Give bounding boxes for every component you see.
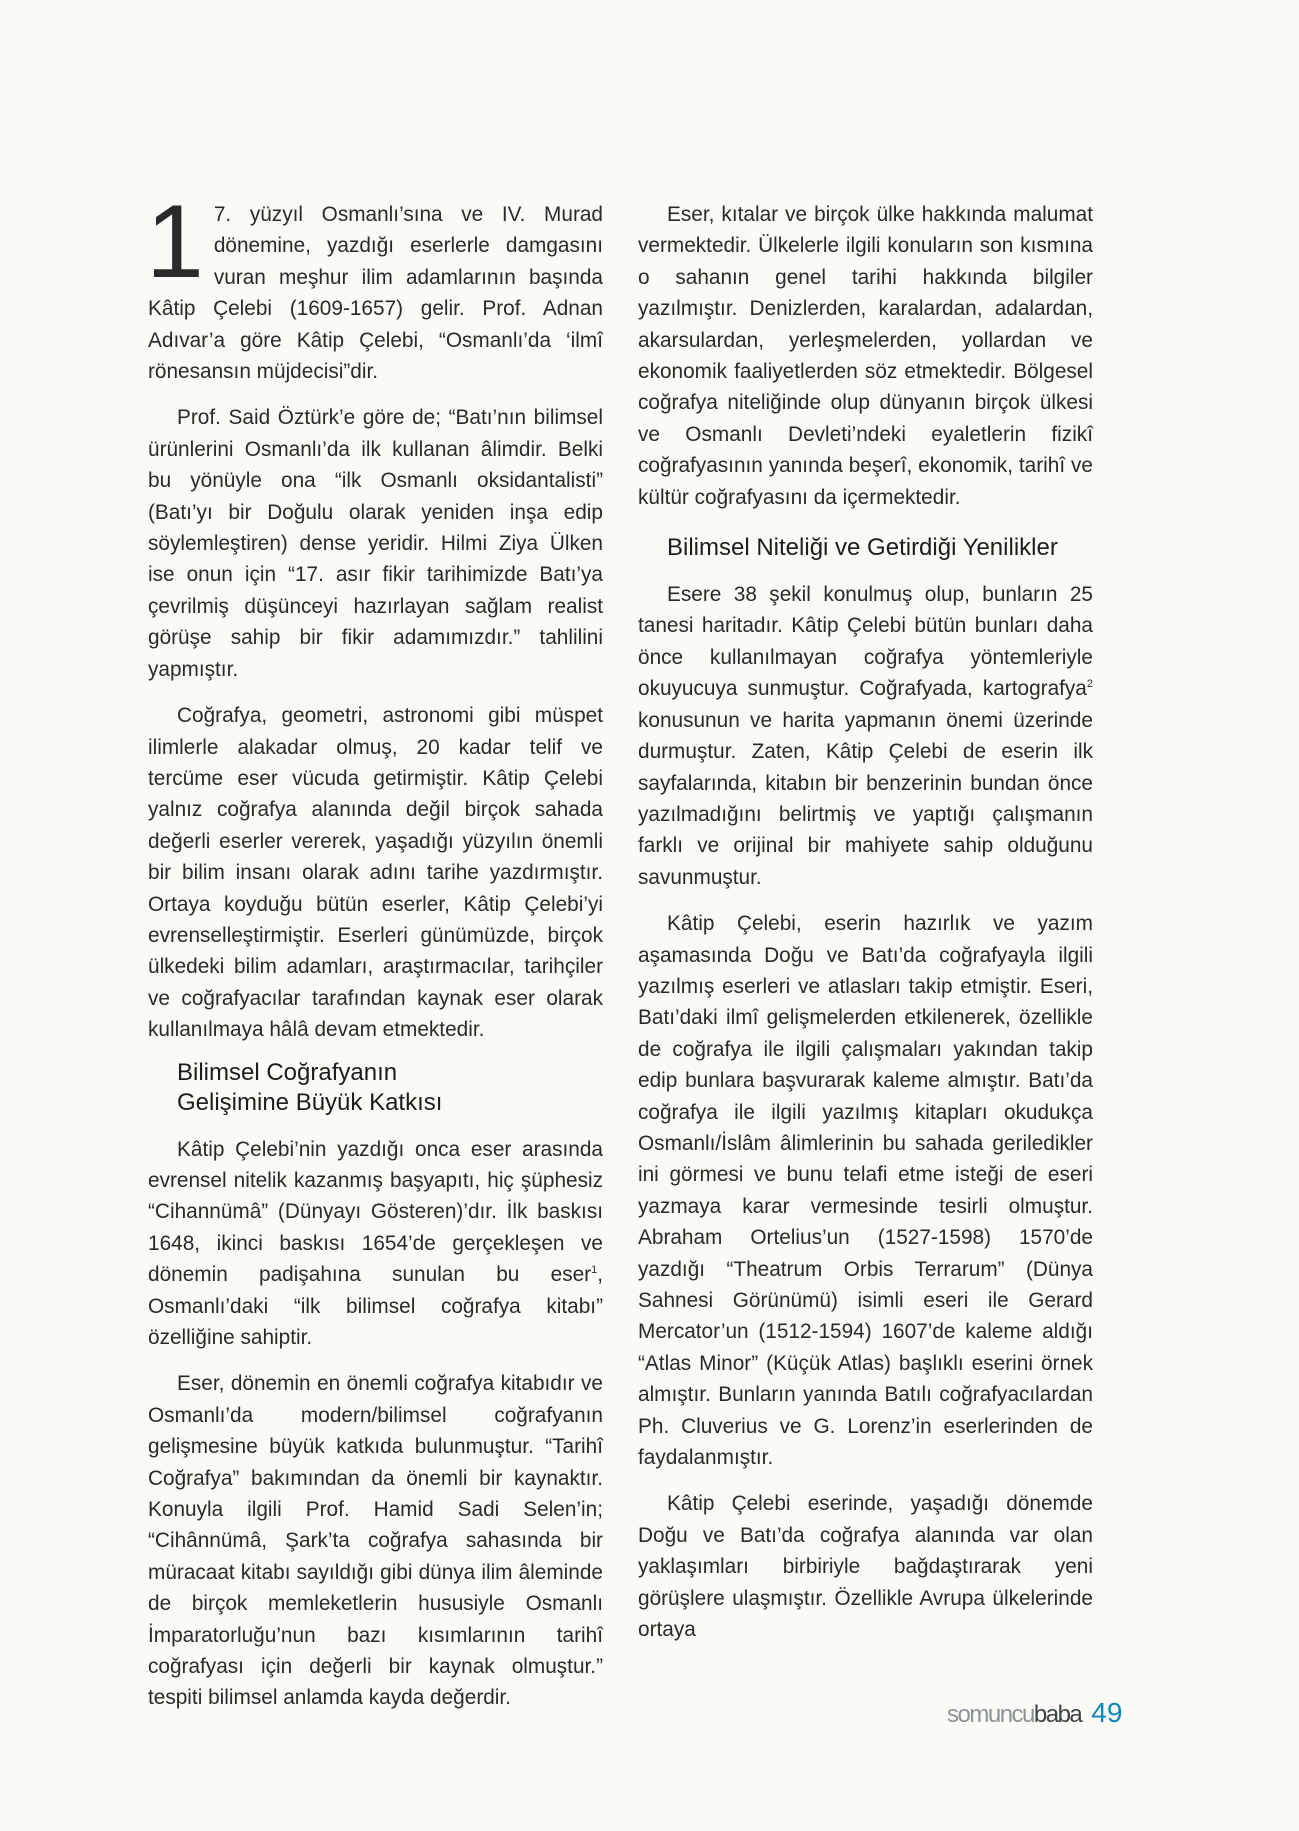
intro-text: 7. yüzyıl Osmanlı’sına ve IV. Murad dönemine, yazdığı eserlerle damgasını vuran meşhur ilim adamlarının başında Kâtip Çelebi (1609-1657) gelir. Prof. Adnan Adıvar’a göre Kâtip Çelebi, “Osmanlı’da ‘ilmî rönesansın müjdecisi”dir. (148, 203, 603, 384)
paragraph-text: Kâtip Çelebi’nin yazdığı onca eser arasında evrensel nitelik kazanmış başyapıtı, hiç şüphesiz “Cihannümâ” (Dünyayı Gösteren)’dır. İlk baskısı 1648, ikinci baskısı 1654’de gerçekleşen ve dönemin padişahına sunulan bu eser (148, 1137, 603, 1287)
section-heading (177, 1058, 603, 1118)
intro-paragraph (146, 184, 603, 387)
paragraph (638, 579, 1093, 893)
page-number: 49 (1091, 1697, 1123, 1728)
paragraph: Kâtip Çelebi, eserin hazırlık ve yazım aşamasında Doğu ve Batı’da coğrafyayla ilgili yazılmış eserleri ve atlasları takip etmiştir. Eseri, Batı’daki ilmî gelişmelerden etkilenerek, özellikle de coğrafya ile ilgili çalışmaları yakından takip edip bunlara başvurarak kaleme almıştır. Batı’da coğrafya ile ilgili yazılmış kitapları okudukça Osmanlı/İslâm âlimlerinin bu sahada geriledikler ini görmesi ve bunu telafi etme isteği de eseri yazmaya karar vermesinde tesirli olmuştur. Abraham Ortelius’un (1527-1598) 1570’de yazdığı “Theatrum Orbis Terrarum” (Dünya Sahnesi Görünümü) isimli eseri ile Gerard Mercator’un (1512-1594) 1607’de kaleme aldığı “Atlas Minor” (Küçük Atlas) başlıklı eserini örnek almıştır. Bunların yanında Batılı coğrafyacılardan Ph. Cluverius ve G. Lorenz’in eserlerinden de faydalanmıştır. (638, 912, 1093, 1470)
section-heading: Bilimsel Niteliği ve Getirdiği Yenilikler (667, 534, 1058, 562)
paragraph: Eser, kıtalar ve birçok ülke hakkında malumat vermektedir. Ülkelerle ilgili konuların son kısmına o sahanın genel tarihi hakkında bilgiler yazılmıştır. Denizlerden, karalardan, adalardan, akarsulardan, yerleşmelerden, yollardan ve ekonomik faaliyetlerden söz etmektedir. Bölgesel coğrafya niteliğinde olup dünyanın birçok ülkesi ve Osmanlı Devleti’ndeki eyaletlerin fizikî coğrafyasının yanında beşerî, ekonomik, tarihî ve kültür coğrafyasını da içermektedir. (638, 203, 1093, 509)
left-column (146, 184, 603, 1714)
paragraph: Prof. Said Öztürk’e göre de; “Batı’nın bilimsel ürünlerini Osmanlı’da ilk kullanan âlimdir. Belki bu yönüyle ona “ilk Osmanlı oksidantalisti” (Batı’yı bir Doğulu olarak yeniden inşa edip söylemleştiren) dense yeridir. Hilmi Ziya Ülken ise onun için “17. asır fikir tarihimizde Batı’ya çevrilmiş düşünceyi hazırlayan sağlam realist görüşe sahip bir fikir adamımızdır.” tahlilini yapmıştır. (148, 406, 603, 681)
right-column (638, 199, 1093, 1645)
drop-cap: 1 (146, 184, 204, 300)
paragraph-text: Esere 38 şekil konulmuş olup, bunların 25 tanesi haritadır. Kâtip Çelebi bütün bunları daha önce kullanılmayan coğrafya yöntemleriyle okuyucuya sunmuştur. Coğrafyada, kartografya (638, 583, 1093, 701)
magazine-footer (947, 1697, 1122, 1729)
heading-line: Bilimsel Coğrafyanın (177, 1058, 398, 1086)
paragraph (148, 1134, 603, 1354)
heading-line: Gelişimine Büyük Katkısı (177, 1088, 443, 1116)
brand-name-light: somuncu (947, 1701, 1034, 1728)
paragraph: Coğrafya, geometri, astronomi gibi müspet ilimlerle alakadar olmuş, 20 kadar telif ve tercüme eser vücuda getirmiştir. Kâtip Çelebi yalnız coğrafya alanında değil birçok sahada değerli eserler vererek, yaşadığı yüzyılın önemli bir bilim insanı olarak adını tarihe yazdırmıştır. Ortaya koyduğu bütün eserler, Kâtip Çelebi’yi evrenselleştirmiştir. Eserleri günümüzde, birçok ülkedeki bilim adamları, araştırmacılar, tarihçiler ve coğrafyacılar tarafından kaynak eser olarak kullanılmaya hâlâ devam etmektedir. (148, 704, 603, 1042)
paragraph-text: konusunun ve harita yapmanın önemi üzerinde durmuştur. Zaten, Kâtip Çelebi de eserin ilk sayfalarında, kitabın bir benzerinin bundan önce yazılmadığını belirtmiş ve yaptığı çalışmanın farklı ve orijinal bir mahiyete sahip olduğunu savunmuştur. (638, 708, 1093, 889)
paragraph: Eser, dönemin en önemli coğrafya kitabıdır ve Osmanlı’da modern/bilimsel coğrafyanın gelişmesine büyük katkıda bulunmuştur. “Tarihî Coğrafya” bakımından da önemli bir kaynaktır. Konuyla ilgili Prof. Hamid Sadi Selen’in; “Cihânnümâ, Şark’ta coğrafya sahasında bir müracaat kitabı sayıldığı gibi dünya ilim âleminde de birçok memleketlerin hususiyle Osmanlı İmparatorluğu’nun bazı kısımlarının tarihî coğrafyası için değerli bir kaynak olmuştur.” tespiti bilimsel anlamda kayda değerdir. (148, 1372, 603, 1710)
footnote-ref[interactable]: 1 (591, 1264, 598, 1277)
paragraph: Kâtip Çelebi eserinde, yaşadığı dönemde Doğu ve Batı’da coğrafya alanında var olan yaklaşımları birbiriyle bağdaştırarak yeni görüşlere ulaşmıştır. Özellikle Avrupa ülkelerinde ortaya (638, 1492, 1093, 1642)
footnote-ref[interactable]: 2 (1086, 678, 1093, 691)
brand-name-dark: baba (1033, 1701, 1082, 1728)
paragraph-text: , Osmanlı’daki “ilk bilimsel coğrafya kitabı” özelliğine sahiptir. (148, 1263, 603, 1349)
